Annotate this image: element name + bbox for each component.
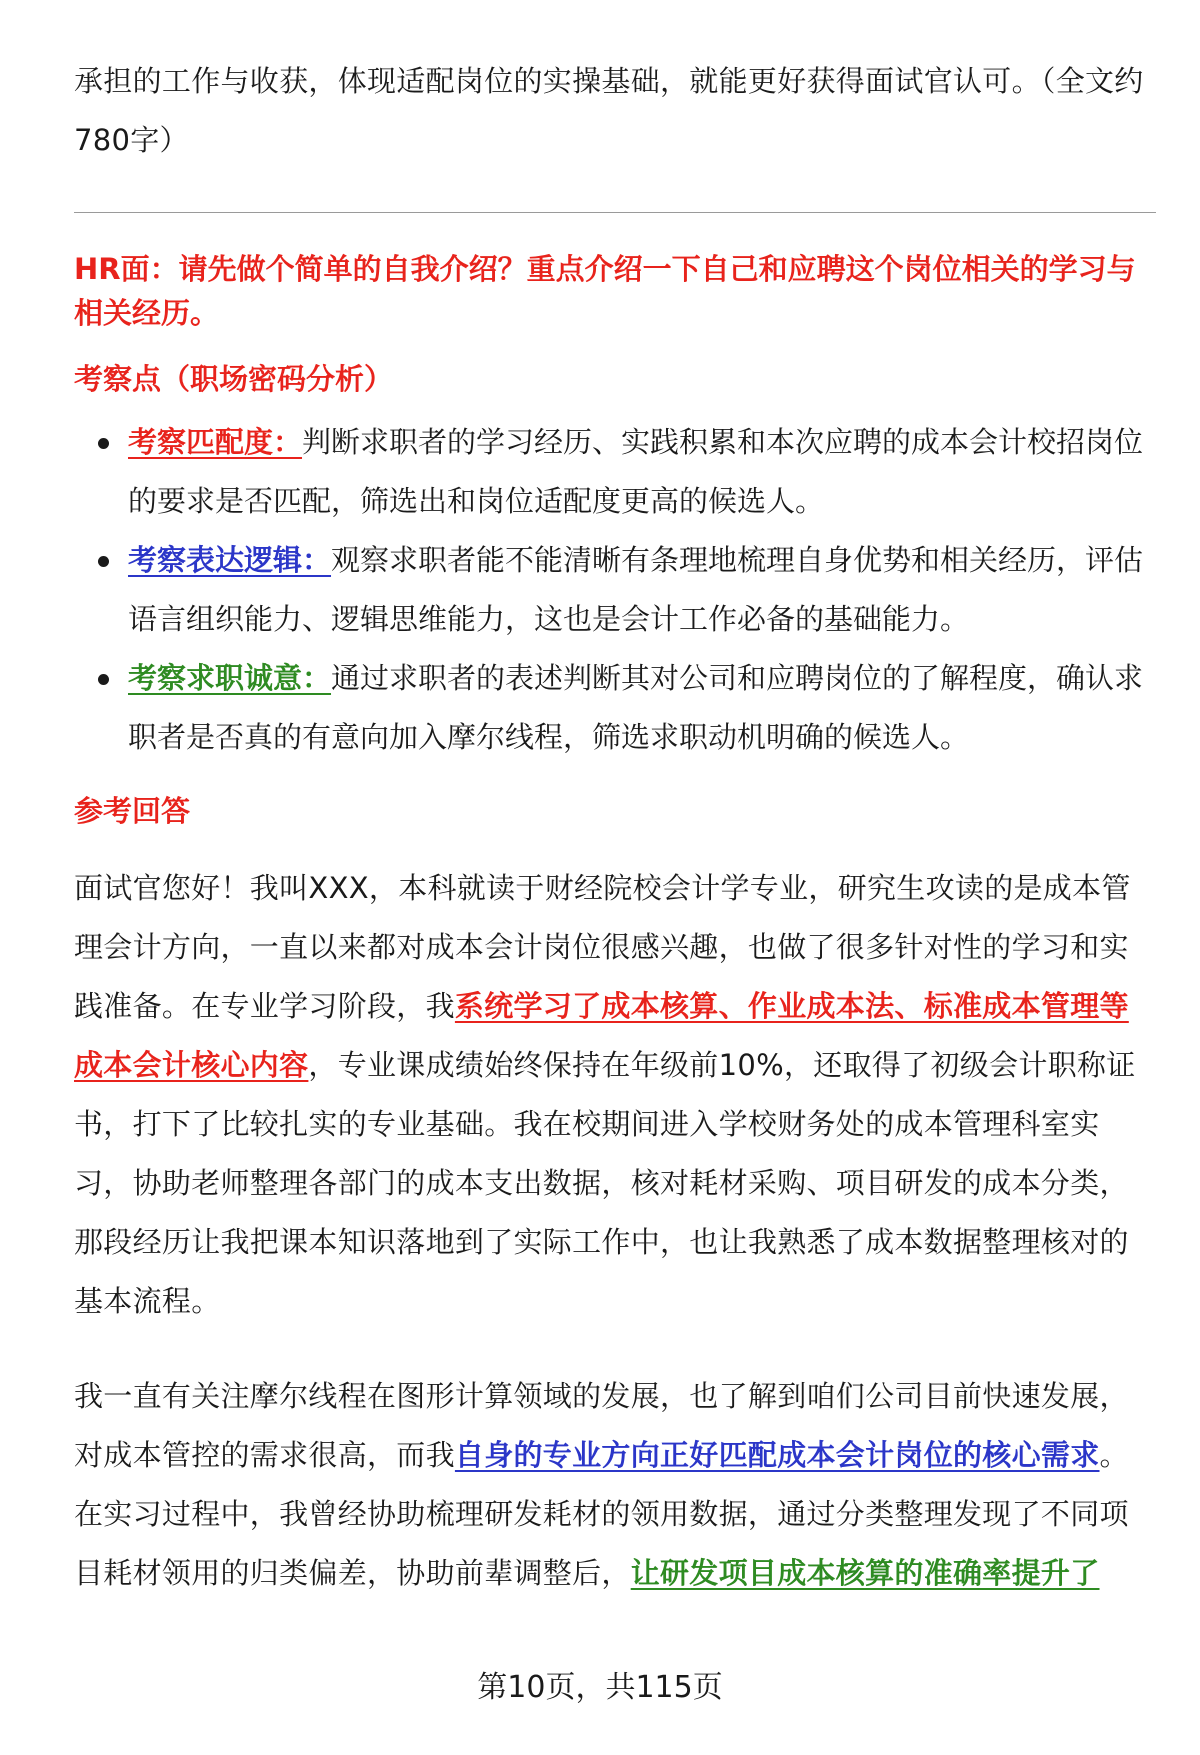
analysis-item-logic (128, 531, 1156, 649)
page-footer: 第10页，共115页 (477, 1670, 723, 1705)
analysis-list (74, 413, 1156, 767)
answer-title: 参考回答 (74, 794, 191, 828)
document-page (74, 52, 1156, 1603)
analysis-item-text: 判断求职者的学习经历、实践积累和本次应聘的成本会计校招岗位的要求是否匹配，筛选出和岗位适配度更高的候选人。 (128, 425, 1144, 518)
answer-highlight: 自身的专业方向正好匹配成本会计岗位的核心需求 (454, 1438, 1100, 1472)
analysis-item-label: 考察求职诚意： (128, 661, 332, 695)
analysis-item-sincerity (128, 649, 1156, 767)
analysis-item-label: 考察表达逻辑： (128, 543, 332, 577)
section-divider (74, 212, 1156, 213)
answer-text: 我一直有关注摩尔线程在图形计算领域的发展，也了解到咱们公司目前快速发展，对成本管控的需求很高，而我 (74, 1379, 1129, 1472)
answer-highlight: 让研发项目成本核算的准确率提升了 (630, 1556, 1100, 1590)
intro-paragraph: 承担的工作与收获，体现适配岗位的实操基础，就能更好获得面试官认可。（全文约780字） (74, 64, 1144, 157)
answer-highlight: 系统学习了成本核算、作业成本法、标准成本管理等成本会计核心内容 (74, 989, 1129, 1082)
answer-text: 。在实习过程中，我曾经协助梳理研发耗材的领用数据，通过分类整理发现了不同项目耗材领用的归类偏差，协助前辈调整后， (74, 1438, 1129, 1590)
paragraph-gap (74, 1331, 1156, 1367)
analysis-item-match (128, 413, 1156, 531)
answer-text: 面试官您好！我叫XXX，本科就读于财经院校会计学专业，研究生攻读的是成本管理会计方向，一直以来都对成本会计岗位很感兴趣，也做了很多针对性的学习和实践准备。在专业学习阶段，我 (74, 871, 1131, 1023)
question-heading: HR面：请先做个简单的自我介绍？重点介绍一下自己和应聘这个岗位相关的学习与相关经历。 (74, 252, 1136, 330)
bullet-icon (98, 556, 109, 567)
answer-text: ，专业课成绩始终保持在年级前10%，还取得了初级会计职称证书，打下了比较扎实的专业基础。我在校期间进入学校财务处的成本管理科室实习，协助老师整理各部门的成本支出数据，核对耗材采购、项目研发的成本分类，那段经历让我把课本知识落地到了实际工作中，也让我熟悉了成本数据整理核对的基本流程。 (74, 1048, 1136, 1318)
analysis-item-text: 通过求职者的表述判断其对公司和应聘岗位的了解程度，确认求职者是否真的有意向加入摩尔线程，筛选求职动机明确的候选人。 (128, 661, 1144, 754)
bullet-icon (98, 438, 109, 449)
analysis-item-text: 观察求职者能不能清晰有条理地梳理自身优势和相关经历，评估语言组织能力、逻辑思维能力，这也是会计工作必备的基础能力。 (128, 543, 1144, 636)
answer-paragraph-2 (74, 1367, 1156, 1603)
answer-paragraph-1 (74, 859, 1156, 1331)
analysis-title: 考察点（职场密码分析） (74, 362, 394, 396)
bullet-icon (98, 674, 109, 685)
analysis-item-label: 考察匹配度： (128, 425, 303, 459)
